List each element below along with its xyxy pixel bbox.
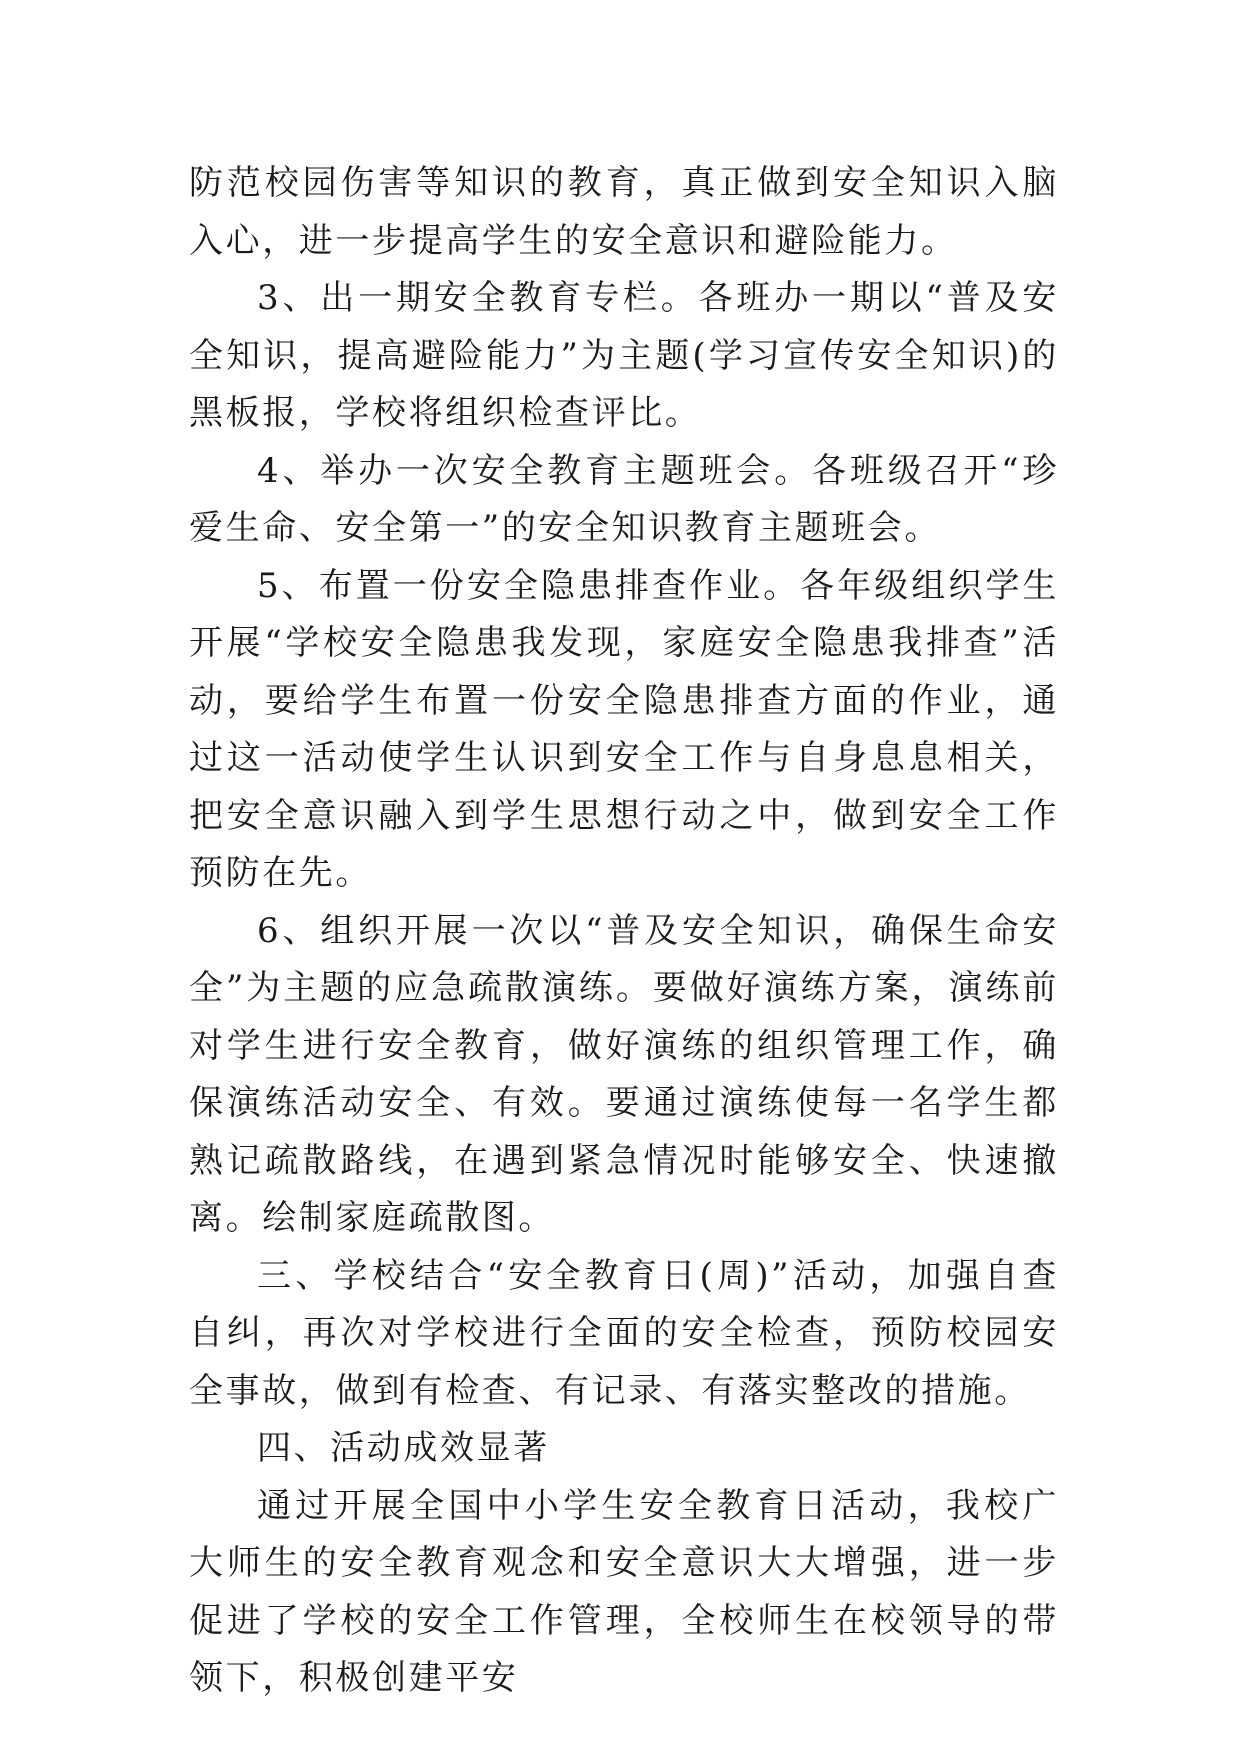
- section-heading-4: 四、活动成效显著: [257, 1428, 550, 1468]
- paragraph-item-3: 3、出一期安全教育专栏。各班办一期以“普及安全知识，提高避险能力”为主题(学习宣传安全知识)的黑板报，学校将组织检查评比。: [189, 278, 1059, 433]
- paragraph-item-5: 5、布置一份安全隐患排查作业。各年级组织学生开展“学校安全隐患我发现，家庭安全隐患我排查”活动，要给学生布置一份安全隐患排查方面的作业，通过这一活动使学生认识到安全工作与自身息息相关，把安全意识融入到学生思想行动之中，做到安全工作预防在先。: [189, 565, 1059, 893]
- paragraph-continuation: 防范校园伤害等知识的教育，真正做到安全知识入脑入心，进一步提高学生的安全意识和避险能力。: [189, 163, 1059, 261]
- paragraph-item-4: 4、举办一次安全教育主题班会。各班级召开“珍爱生命、安全第一”的安全知识教育主题班会。: [189, 450, 1059, 548]
- document-body: [189, 155, 1059, 1708]
- paragraph-item-6: 6、组织开展一次以“普及安全知识，确保生命安全”为主题的应急疏散演练。要做好演练方案，演练前对学生进行安全教育，做好演练的组织管理工作，确保演练活动安全、有效。要通过演练使每一名学生都熟记疏散路线，在遇到紧急情况时能够安全、快速撤离。绘制家庭疏散图。: [189, 910, 1059, 1238]
- paragraph-section-3: 三、学校结合“安全教育日(周)”活动，加强自查自纠，再次对学校进行全面的安全检查，预防校园安全事故，做到有检查、有记录、有落实整改的措施。: [189, 1255, 1059, 1411]
- paragraph-results: 通过开展全国中小学生安全教育日活动，我校广大师生的安全教育观念和安全意识大大增强，进一步促进了学校的安全工作管理，全校师生在校领导的带领下，积极创建平安: [189, 1485, 1059, 1698]
